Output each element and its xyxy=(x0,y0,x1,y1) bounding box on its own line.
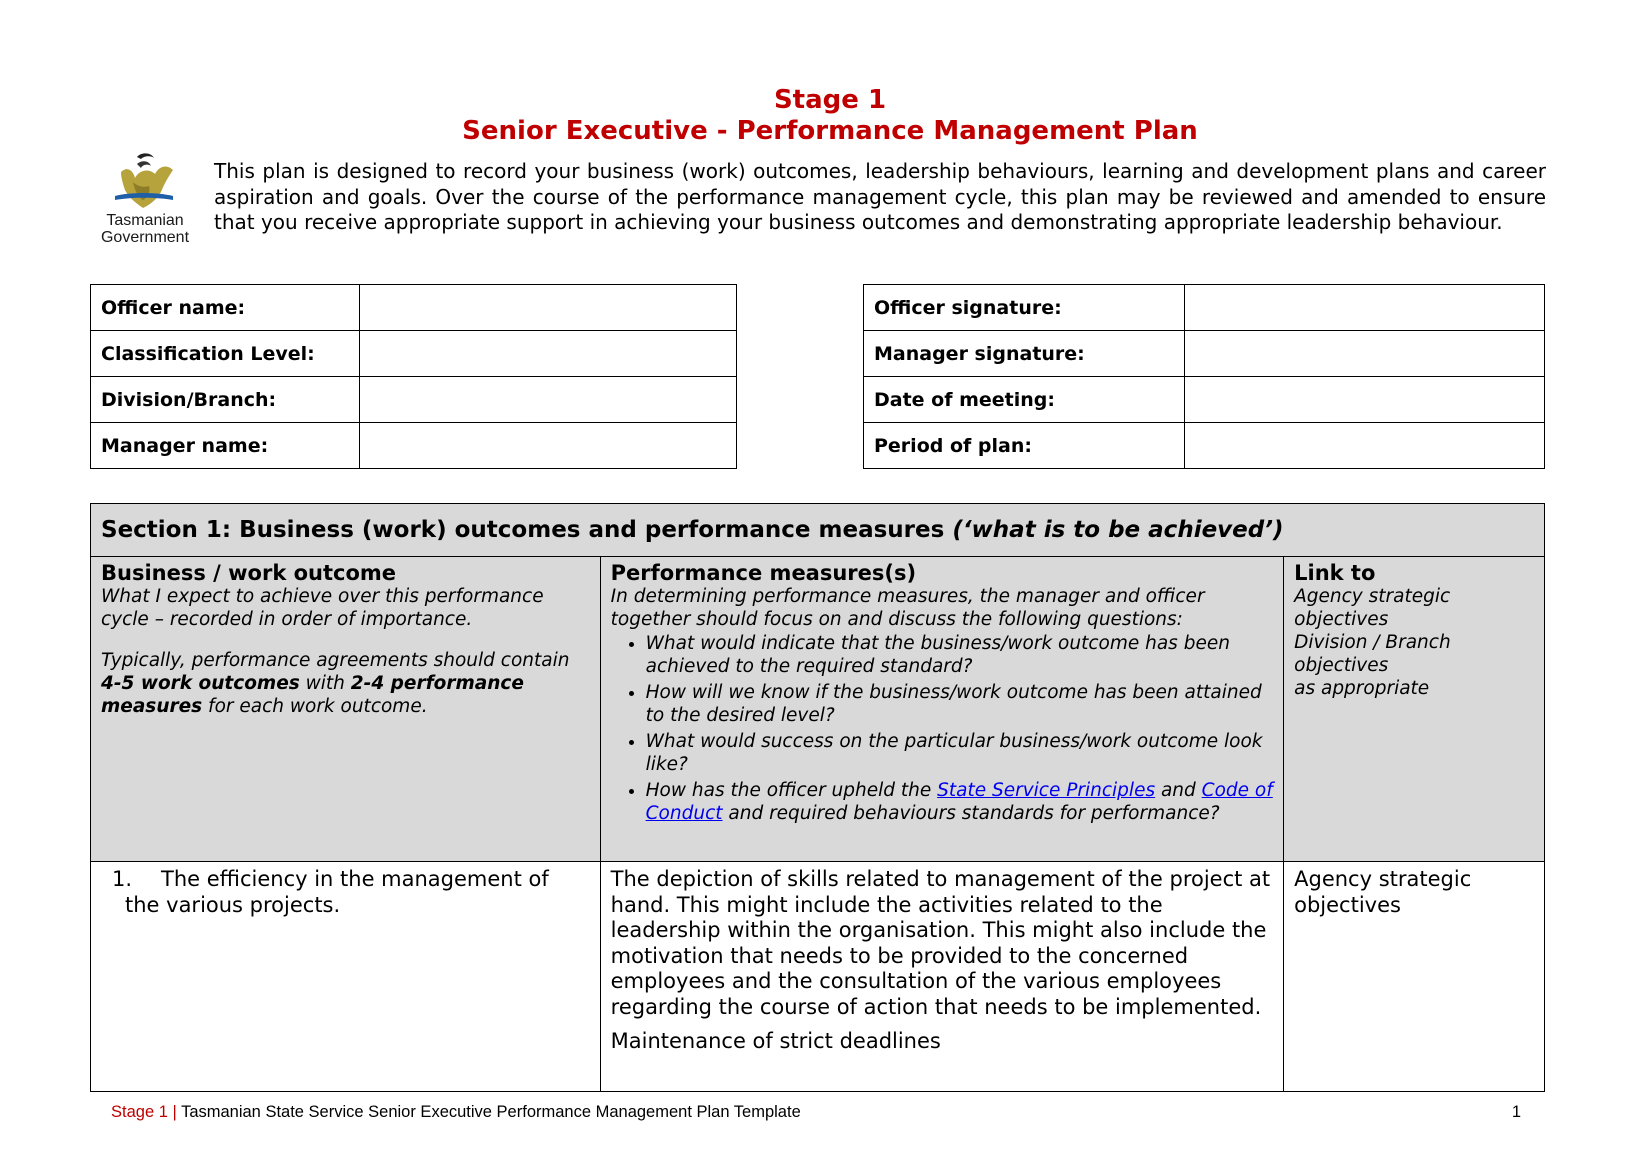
classification-level-field[interactable] xyxy=(360,331,737,377)
table-row xyxy=(864,285,1545,331)
classification-level-label: Classification Level: xyxy=(91,331,360,377)
table-row xyxy=(91,285,737,331)
logo-text-line2: Government xyxy=(100,229,190,246)
section1-title-italic: (‘what is to be achieved’) xyxy=(952,517,1284,543)
question-text: and required behaviours standards for performance? xyxy=(722,803,1220,824)
manager-name-field[interactable] xyxy=(360,423,737,469)
outcome-heading: Business / work outcome xyxy=(101,561,397,585)
outcome-text-line1: The efficiency in the management of xyxy=(161,867,549,891)
question-text: and xyxy=(1155,780,1202,801)
officer-signature-field[interactable] xyxy=(1185,285,1545,331)
section1-title-text: Section 1: Business (work) outcomes and performance measures xyxy=(101,517,945,543)
signature-details-table xyxy=(863,284,1545,469)
code-of-conduct-link[interactable]: Code of Conduct xyxy=(645,780,1273,824)
list-item: • What would success on the particular business/work outcome look like? xyxy=(646,730,1273,776)
manager-name-label: Manager name: xyxy=(91,423,360,469)
list-item: • What would indicate that the business/work outcome has been achieved to the required standard? xyxy=(646,632,1273,678)
guidance-text: Typically, performance agreements should contain xyxy=(101,650,570,671)
link-option: Agency strategic objectives xyxy=(1294,586,1451,630)
intro-paragraph: This plan is designed to record your business (work) outcomes, leadership behaviours, learning and development plans and career aspiration and goals. Over the course of the performance management cycle, this plan may be reviewed and amended to ensure that you receive appropriate support in achieving your business outcomes and demonstrating appropriate leadership behaviour. xyxy=(214,159,1546,234)
table-row xyxy=(864,331,1545,377)
table-row xyxy=(91,423,737,469)
logo-text-line1: Tasmanian xyxy=(106,212,184,229)
table-row xyxy=(864,423,1545,469)
state-service-principles-link[interactable]: State Service Principles xyxy=(937,780,1156,801)
date-of-meeting-field[interactable] xyxy=(1185,377,1545,423)
question-text: How has the officer upheld the xyxy=(645,780,938,801)
page-title: Senior Executive - Performance Management Plan xyxy=(462,116,1198,146)
division-branch-label: Division/Branch: xyxy=(91,377,360,423)
guidance-text: with xyxy=(299,673,351,694)
date-of-meeting-label: Date of meeting: xyxy=(864,377,1185,423)
guidance-text: for each work outcome. xyxy=(202,696,428,717)
table-row xyxy=(91,862,1545,1092)
outcome-cell[interactable] xyxy=(91,862,601,1092)
division-branch-field[interactable] xyxy=(360,377,737,423)
outcome-description: What I expect to achieve over this performance cycle – recorded in order of importance. xyxy=(101,586,544,630)
guidance-emphasis: 4-5 work outcomes xyxy=(101,673,300,694)
manager-signature-label: Manager signature: xyxy=(864,331,1185,377)
section1-title xyxy=(91,504,1545,557)
link-header-cell xyxy=(1284,557,1545,862)
footer-text: Tasmanian State Service Senior Executive Performance Management Plan Template xyxy=(181,1103,801,1121)
section1-table xyxy=(90,503,1545,1092)
section-header-row xyxy=(91,557,1545,862)
link-cell[interactable] xyxy=(1284,862,1545,1092)
measures-question-list xyxy=(611,632,1273,825)
page-number: 1 xyxy=(1511,1103,1521,1121)
measure-text: Maintenance of strict deadlines xyxy=(610,1029,941,1053)
link-text: Agency strategic objectives xyxy=(1294,867,1472,917)
period-of-plan-field[interactable] xyxy=(1185,423,1545,469)
outcome-guidance xyxy=(101,649,590,718)
outcome-text-line2: the various projects. xyxy=(125,892,341,917)
table-row xyxy=(91,331,737,377)
list-item xyxy=(646,779,1273,825)
guidance-emphasis: 2-4 performance measures xyxy=(101,673,524,717)
tasmanian-government-logo xyxy=(95,152,195,247)
measures-heading: Performance measures(s) xyxy=(610,561,917,585)
outcome-header-cell xyxy=(91,557,601,862)
page-footer xyxy=(111,1103,1521,1122)
outcome-number: 1. xyxy=(112,867,133,891)
officer-signature-label: Officer signature: xyxy=(864,285,1185,331)
table-row xyxy=(91,377,737,423)
list-item: • How will we know if the business/work outcome has been attained to the desired level? xyxy=(646,681,1273,727)
section-title-row xyxy=(91,504,1545,557)
footer-stage: Stage 1 | xyxy=(111,1103,177,1121)
measures-cell[interactable] xyxy=(600,862,1283,1092)
tiger-emblem-icon xyxy=(111,152,177,210)
link-heading: Link to xyxy=(1294,561,1376,585)
link-option: Division / Branch objectives xyxy=(1294,632,1451,676)
period-of-plan-label: Period of plan: xyxy=(864,423,1185,469)
officer-name-field[interactable] xyxy=(360,285,737,331)
measure-text: The depiction of skills related to management of the project at hand. This might include the activities related to the leadership within the organisation. This might also include the motivation that needs to be provided to the concerned employees and the consultation of the various employees regarding the course of action that needs to be implemented. xyxy=(610,867,1271,1019)
officer-details-table xyxy=(90,284,737,469)
measures-description: In determining performance measures, the manager and officer together should focus on and discuss the following questions: xyxy=(610,586,1205,630)
page-stage-title: Stage 1 xyxy=(773,85,887,115)
table-row xyxy=(864,377,1545,423)
measures-header-cell xyxy=(600,557,1283,862)
link-option: as appropriate xyxy=(1294,678,1430,699)
manager-signature-field[interactable] xyxy=(1185,331,1545,377)
officer-name-label: Officer name: xyxy=(91,285,360,331)
